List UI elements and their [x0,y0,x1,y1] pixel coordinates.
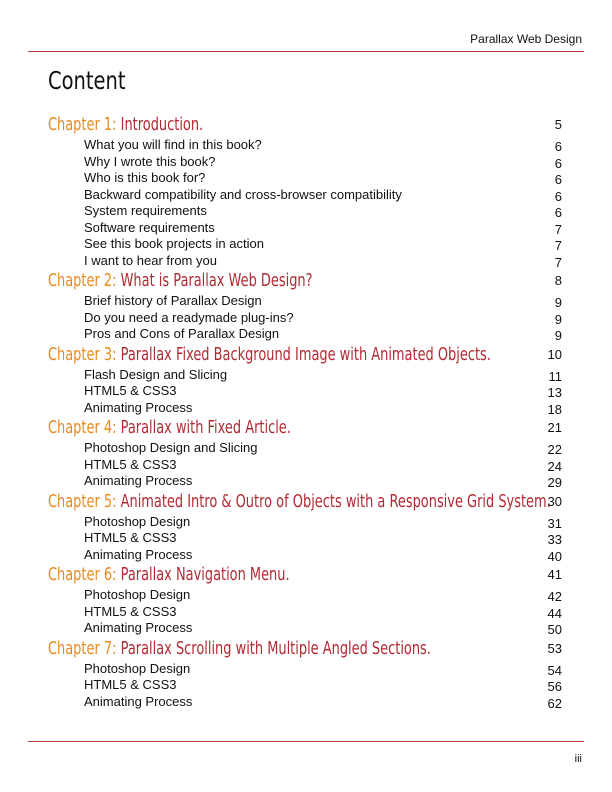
toc-section-entry[interactable] [0,547,612,564]
section-page-number: 40 [547,548,562,564]
section-title: Animating Process [84,620,193,635]
section-page-number: 62 [547,695,562,711]
chapter-page-number: 8 [554,273,562,288]
chapter-title: Parallax with Fixed Article. [120,418,291,438]
toc-section-entry[interactable] [0,400,612,417]
toc-chapter-entry[interactable] [0,343,612,367]
chapter-title: What is Parallax Web Design? [120,271,313,291]
section-page-number: 33 [547,532,562,547]
section-title: Animating Process [84,473,193,488]
section-page-number: 7 [554,221,562,237]
section-title: Brief history of Parallax Design [84,293,262,308]
toc-section-entry[interactable] [0,253,612,270]
section-title: HTML5 & CSS3 [84,383,177,398]
running-head: Parallax Web Design [470,32,582,46]
chapter-heading [48,492,551,512]
chapter-heading [48,271,313,291]
section-page-number: 18 [547,401,562,417]
chapter-heading [48,565,290,585]
section-title: See this book projects in action [84,236,264,251]
chapter-number: Chapter 1: [48,115,117,135]
chapter-number: Chapter 5: [48,491,117,512]
chapter-heading [48,115,203,135]
section-title: HTML5 & CSS3 [84,530,177,545]
toc-section-entry[interactable] [0,383,612,400]
toc-section-entry[interactable] [0,187,612,204]
toc-chapter-entry[interactable] [0,416,612,440]
chapter-title: Parallax Navigation Menu. [120,565,290,585]
toc-section-entry[interactable] [0,203,612,220]
chapter-title: Introduction. [120,115,204,135]
chapter-title: Parallax Fixed Background Image with Animated Objects. [120,344,491,365]
section-title: Photoshop Design [84,660,191,676]
toc-section-entry[interactable] [0,154,612,171]
toc-section-entry[interactable] [0,367,612,384]
section-title: Why I wrote this book? [84,153,216,169]
page-folio: iii [574,753,582,765]
section-page-number: 6 [554,205,562,220]
toc-section-entry[interactable] [0,620,612,637]
table-of-contents [0,113,612,710]
toc-section-entry[interactable] [0,220,612,237]
section-page-number: 54 [547,662,562,678]
section-page-number: 11 [548,368,562,384]
toc-chapter-entry[interactable] [0,637,612,661]
toc-section-entry[interactable] [0,293,612,310]
toc-chapter-entry[interactable] [0,490,612,514]
toc-chapter-entry[interactable] [0,269,612,293]
section-title: HTML5 & CSS3 [84,603,177,619]
page-title: Content [48,66,126,95]
section-title: Do you need a readymade plug-ins? [84,309,294,325]
section-title: I want to hear from you [84,252,217,268]
toc-section-entry[interactable] [0,473,612,490]
chapter-title: Animated Intro & Outro of Objects with a Responsive Grid System. [120,491,551,512]
header-rule [28,51,584,52]
section-title: Animating Process [84,693,193,709]
toc-section-entry[interactable] [0,170,612,187]
section-page-number: 31 [547,515,562,531]
chapter-heading [48,418,291,438]
toc-section-entry[interactable] [0,236,612,253]
footer-rule [28,741,584,742]
section-page-number: 22 [547,442,562,457]
toc-chapter-entry[interactable] [0,113,612,137]
chapter-page-number: 53 [547,640,562,656]
chapter-number: Chapter 4: [48,418,117,438]
chapter-heading [48,345,491,365]
toc-section-entry[interactable] [0,310,612,327]
chapter-number: Chapter 3: [48,344,117,365]
section-title: Animating Process [84,399,193,415]
section-title: Photoshop Design [84,587,191,602]
section-page-number: 13 [547,385,562,400]
toc-section-entry[interactable] [0,326,612,343]
section-title: HTML5 & CSS3 [84,456,177,472]
chapter-page-number: 10 [547,346,562,362]
chapter-number: Chapter 6: [48,565,117,585]
section-page-number: 9 [554,311,562,327]
toc-section-entry[interactable] [0,677,612,694]
toc-section-entry[interactable] [0,694,612,711]
section-title: Pros and Cons of Parallax Design [84,326,280,341]
section-title: Animating Process [84,546,193,562]
section-title: HTML5 & CSS3 [84,677,177,692]
section-page-number: 44 [547,605,562,621]
section-page-number: 6 [554,139,562,154]
section-title: Photoshop Design [84,513,191,529]
chapter-page-number: 30 [547,493,562,509]
toc-section-entry[interactable] [0,587,612,604]
section-title: Flash Design and Slicing [84,366,228,382]
section-title: What you will find in this book? [84,137,262,152]
chapter-page-number: 5 [554,117,562,132]
chapter-page-number: 21 [547,420,562,435]
chapter-number: Chapter 2: [48,271,117,291]
section-page-number: 6 [554,155,562,171]
section-page-number: 7 [554,254,562,270]
toc-chapter-entry[interactable] [0,563,612,587]
toc-section-entry[interactable] [0,457,612,474]
section-page-number: 42 [547,589,562,604]
section-page-number: 24 [547,458,562,474]
section-title: System requirements [84,203,207,218]
chapter-number: Chapter 7: [48,638,117,659]
section-title: Software requirements [84,219,215,235]
section-page-number: 6 [554,188,562,204]
section-page-number: 56 [547,679,562,694]
toc-section-entry[interactable] [0,530,612,547]
section-page-number: 9 [554,328,562,343]
chapter-page-number: 41 [547,567,562,582]
toc-section-entry[interactable] [0,661,612,678]
section-page-number: 7 [554,238,562,253]
toc-section-entry[interactable] [0,514,612,531]
section-page-number: 9 [554,295,562,310]
section-title: Photoshop Design and Slicing [84,440,258,455]
section-page-number: 50 [547,622,562,637]
chapter-title: Parallax Scrolling with Multiple Angled Sections. [120,638,431,659]
section-title: Who is this book for? [84,170,206,185]
section-page-number: 6 [554,172,562,187]
toc-section-entry[interactable] [0,440,612,457]
toc-section-entry[interactable] [0,604,612,621]
toc-section-entry[interactable] [0,137,612,154]
section-title: Backward compatibility and cross-browser compatibility [84,186,402,202]
section-page-number: 29 [547,475,562,490]
chapter-heading [48,639,431,659]
